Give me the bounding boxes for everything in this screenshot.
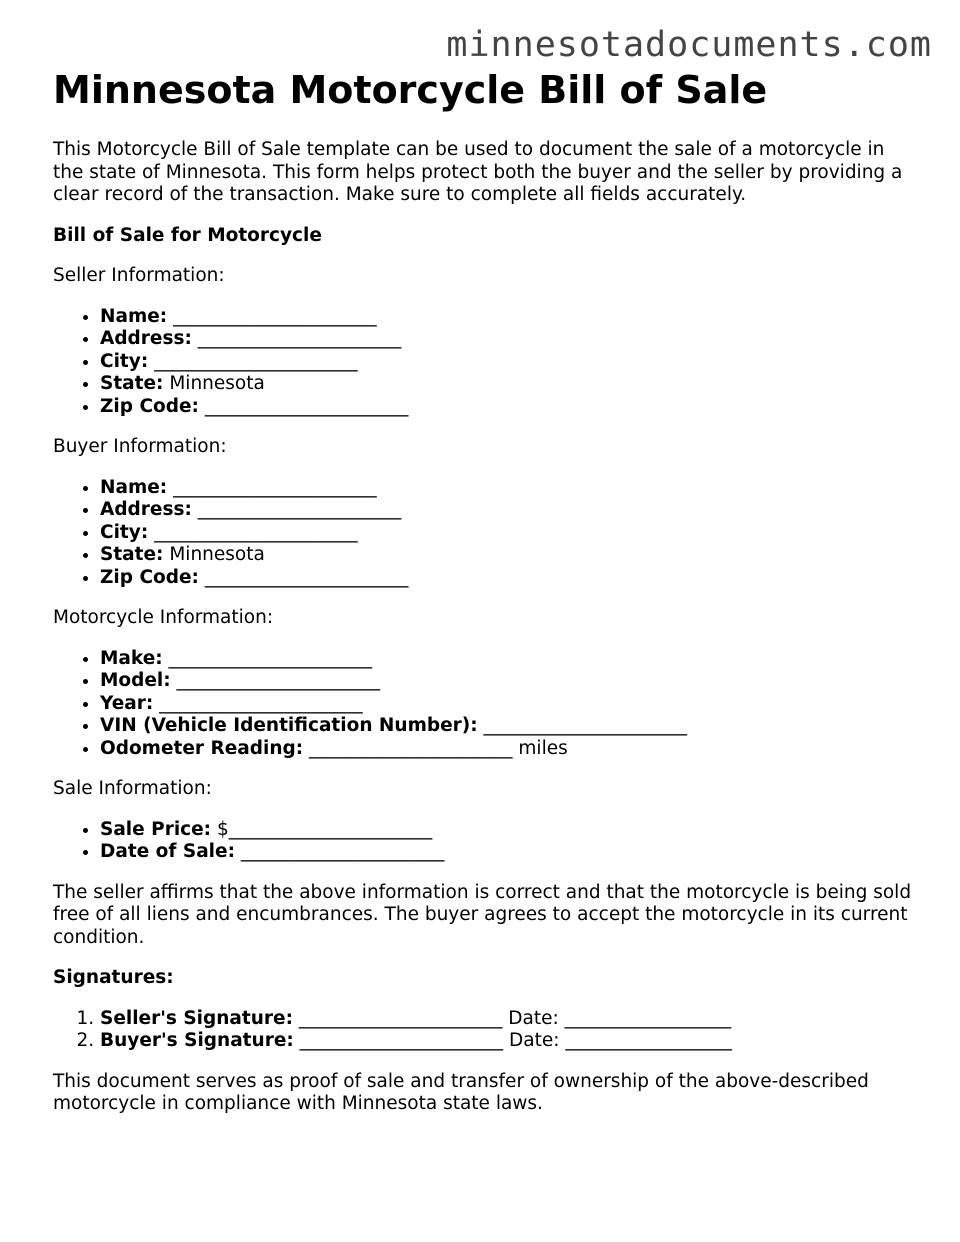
field-value: ______________________ xyxy=(154,521,358,543)
seller-name-field xyxy=(100,306,913,329)
field-value: ______________________ xyxy=(173,476,377,498)
buyer-zip-field xyxy=(100,567,913,590)
signature-value: ______________________ Date: __________________ xyxy=(298,1007,732,1029)
buyer-state-field xyxy=(100,544,913,567)
field-value: ______________________ xyxy=(204,395,409,417)
field-label: Zip Code: xyxy=(100,395,199,417)
field-label: City: xyxy=(100,521,149,543)
seller-city-field xyxy=(100,351,913,374)
field-value: Minnesota xyxy=(169,373,265,394)
field-value: Minnesota xyxy=(169,544,265,565)
buyer-field-list xyxy=(53,477,913,590)
field-value: $______________________ xyxy=(216,818,433,840)
signature-value: ______________________ Date: __________________ xyxy=(299,1030,732,1051)
field-label: State: xyxy=(100,373,164,394)
field-label: Odometer Reading: xyxy=(100,737,304,759)
seller-signature-line xyxy=(100,1008,913,1031)
field-label: Year: xyxy=(100,692,154,714)
seller-zip-field xyxy=(100,396,913,419)
form-heading: Bill of Sale for Motorcycle xyxy=(53,224,322,246)
signature-label: Seller's Signature: xyxy=(100,1007,293,1029)
field-label: Date of Sale: xyxy=(100,841,235,862)
buyer-address-field xyxy=(100,499,913,522)
motorcycle-make-field xyxy=(100,648,913,671)
buyer-name-field xyxy=(100,477,913,500)
document-page xyxy=(53,68,913,1116)
field-label: Sale Price: xyxy=(100,818,212,840)
field-value: ______________________ xyxy=(240,841,445,862)
motorcycle-odometer-field xyxy=(100,738,913,761)
buyer-city-field xyxy=(100,522,913,545)
motorcycle-model-field xyxy=(100,670,913,693)
field-label: Name: xyxy=(100,305,168,327)
motorcycle-vin-field xyxy=(100,715,913,738)
field-label: Name: xyxy=(100,476,168,498)
sale-field-list xyxy=(53,819,913,864)
field-label: Zip Code: xyxy=(100,566,199,588)
field-label: Model: xyxy=(100,670,171,691)
field-label: VIN (Vehicle Identification Number): xyxy=(100,715,478,736)
buyer-section-label: Buyer Information: xyxy=(53,436,227,457)
signature-label: Buyer's Signature: xyxy=(100,1030,294,1051)
sale-price-field xyxy=(100,819,913,842)
seller-state-field xyxy=(100,373,913,396)
field-label: State: xyxy=(100,544,164,565)
field-label: Address: xyxy=(100,328,192,349)
field-label: Address: xyxy=(100,499,192,520)
page-title: Minnesota Motorcycle Bill of Sale xyxy=(53,68,768,112)
field-value: ______________________ xyxy=(168,647,373,669)
buyer-signature-line xyxy=(100,1030,913,1053)
sale-date-field xyxy=(100,841,913,864)
seller-section-label: Seller Information: xyxy=(53,265,225,286)
field-value: ______________________ xyxy=(176,670,381,691)
field-value: ______________________ miles xyxy=(309,737,568,759)
field-value: ______________________ xyxy=(483,715,688,736)
sale-section-label: Sale Information: xyxy=(53,778,212,799)
field-value: ______________________ xyxy=(204,566,409,588)
seller-field-list xyxy=(53,306,913,419)
field-value: ______________________ xyxy=(197,328,402,349)
field-value: ______________________ xyxy=(173,305,377,327)
motorcycle-section-label: Motorcycle Information: xyxy=(53,607,274,628)
intro-paragraph: This Motorcycle Bill of Sale template can be used to document the sale of a motorcycle in the state of Minnesota. This form helps protect both the buyer and the seller by providing a clear record of the transaction. Make sure to complete all fields accurately. xyxy=(53,139,903,205)
field-value: ______________________ xyxy=(159,692,363,714)
motorcycle-field-list xyxy=(53,648,913,761)
closing-paragraph: This document serves as proof of sale and transfer of ownership of the above-described motorcycle in compliance with Minnesota state laws. xyxy=(53,1070,869,1114)
signature-list xyxy=(53,1008,913,1053)
field-value: ______________________ xyxy=(154,350,358,372)
field-value: ______________________ xyxy=(197,499,402,520)
field-label: City: xyxy=(100,350,149,372)
signatures-heading: Signatures: xyxy=(53,967,174,988)
motorcycle-year-field xyxy=(100,693,913,716)
affirmation-paragraph: The seller affirms that the above information is correct and that the motorcycle is being sold free of all liens and encumbrances. The buyer agrees to accept the motorcycle in its current condition. xyxy=(53,881,912,948)
field-label: Make: xyxy=(100,647,163,669)
seller-address-field xyxy=(100,328,913,351)
site-watermark: minnesotadocuments.com xyxy=(446,25,932,65)
